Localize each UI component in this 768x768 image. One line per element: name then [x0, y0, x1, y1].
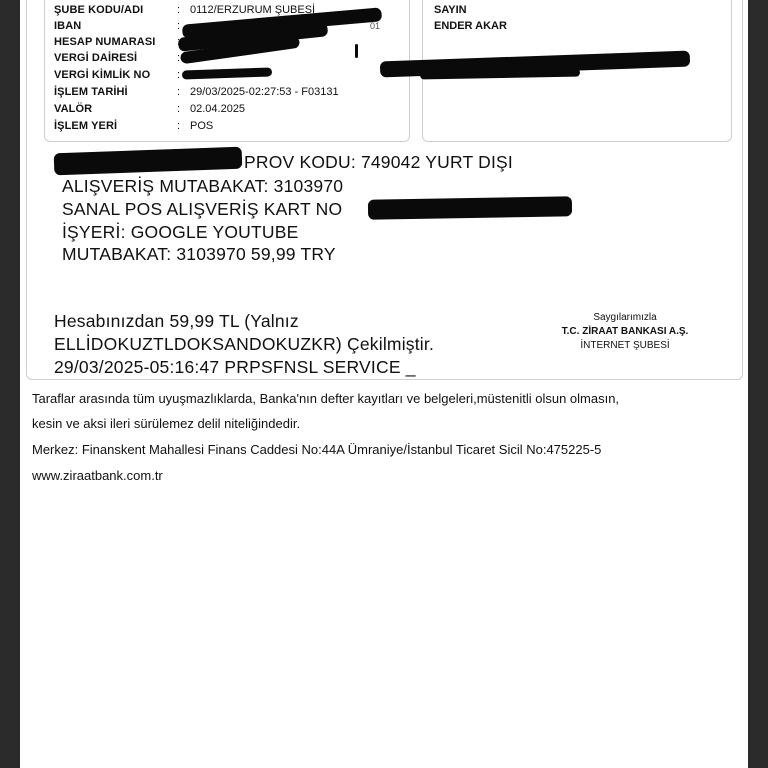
description-line-4: İŞYERİ: GOOGLE YOUTUBE — [62, 222, 299, 242]
description-line-5: MUTABAKAT: 3103970 59,99 TRY — [62, 244, 336, 264]
iban-label: IBAN — [54, 20, 82, 32]
signature-bank-name: T.C. ZİRAAT BANKASI A.Ş. — [561, 326, 689, 337]
value-date-label: VALÖR — [54, 103, 93, 115]
description-line-3: SANAL POS ALIŞVERİŞ KART NO — [62, 199, 343, 219]
transaction-date-value: 29/03/2025-02:27:53 - F03131 — [190, 86, 339, 98]
colon: : — [177, 20, 181, 32]
colon: : — [177, 120, 181, 132]
footer-website: www.ziraatbank.com.tr — [32, 468, 163, 483]
row-transaction-date — [54, 84, 404, 100]
salutation-label: SAYIN — [434, 4, 467, 16]
footer-disclaimer-line-2: kesin ve aksi ileri sürülemez delil niteliğindedir. — [32, 416, 301, 431]
colon: : — [177, 52, 181, 64]
redaction-card-number — [368, 196, 572, 220]
transaction-place-label: İŞLEM YERİ — [54, 120, 118, 132]
footer-address: Merkez: Finanskent Mahallesi Finans Caddesi No:44A Ümraniye/İstanbul Ticaret Sicil No:475225-5 — [32, 442, 602, 457]
transaction-date-label: İŞLEM TARİHİ — [54, 86, 128, 98]
redaction-stroke — [355, 44, 358, 58]
description-line-2: ALIŞVERİŞ MUTABAKAT: 3103970 — [62, 176, 344, 196]
footer-disclaimer-line-1: Taraflar arasında tüm uyuşmazlıklarda, Banka'nın defter kayıtları ve belgeleri,müstenitli olsun olmasın, — [32, 391, 620, 406]
summary-line-2: ELLİDOKUZTLDOKSANDOKUZKR) Çekilmiştir. — [54, 334, 435, 354]
summary-line-1: Hesabınızdan 59,99 TL (Yalnız — [54, 311, 299, 331]
colon: : — [177, 86, 181, 98]
account-number-label: HESAP NUMARASI — [54, 36, 156, 48]
row-value-date — [54, 101, 404, 117]
signature-greeting: Saygılarımızla — [593, 312, 657, 323]
colon: : — [177, 69, 181, 81]
transaction-place-value: POS — [190, 120, 214, 132]
tax-office-label: VERGİ DAİRESİ — [54, 52, 138, 64]
branch-label: ŞUBE KODU/ADI — [54, 4, 144, 16]
row-transaction-place — [54, 118, 404, 134]
signature-branch: İNTERNET ŞUBESİ — [580, 340, 670, 351]
value-date-value: 02.04.2025 — [190, 103, 246, 115]
tax-id-label: VERGİ KİMLİK NO — [54, 69, 151, 81]
recipient-name: ENDER AKAR — [434, 20, 507, 32]
colon: : — [177, 4, 181, 16]
branch-value: 0112/ERZURUM ŞUBESİ — [190, 4, 316, 16]
description-line-1: PROV KODU: 749042 YURT DIŞI — [244, 152, 513, 172]
iban-tail: 01 — [370, 21, 381, 31]
summary-line-3: 29/03/2025-05:16:47 PRPSFNSL SERVICE _ — [54, 357, 416, 377]
colon: : — [177, 103, 181, 115]
